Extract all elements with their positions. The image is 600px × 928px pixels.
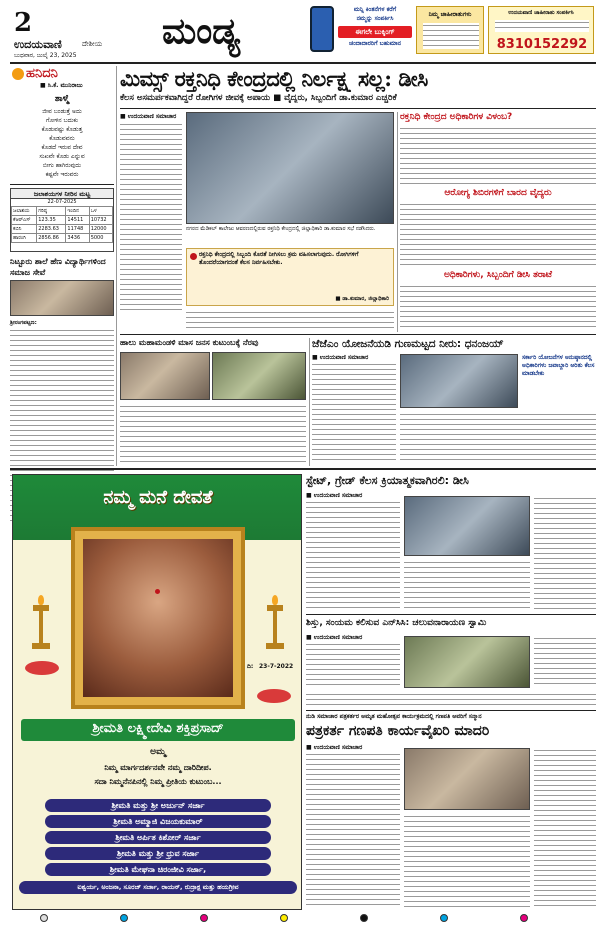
registration-mark-icon <box>360 914 368 922</box>
flower-icon-right <box>257 689 291 703</box>
memorial-date-prefix: ದಿ: <box>247 663 254 670</box>
poem-line: ಕೊಡುವವನು <box>49 135 75 142</box>
quote-marker-icon <box>190 253 197 260</box>
journalist-byline: ■ ಉದಯವಾಣಿ ಸಮಾಚಾರ <box>306 744 363 751</box>
memorial-family-name: ಶ್ರೀಮತಿ ಮತ್ತು ಶ್ರೀ ಧ್ರುವ ಸರ್ಜಾ <box>45 847 271 860</box>
memorial-family-name: ಶ್ರೀಮತಿ ಅರ್ಪಿತ ಕಿಶೋರ್ ಸರ್ಜಾ <box>45 831 271 844</box>
lead-subhead: ಕೆಲಸ ಅಸಮರ್ಪಕವಾಗಿದ್ದರೆ ರೋಗಿಗಳ ಜೀವಕ್ಕೆ ಅಪಾಯ ■ ವೈದ್ಯರು, ಸಿಬ್ಬಂದಿಗೆ ಡಾ.ಕುಮಾರ ಎಚ್ಚರಿಕೆ <box>120 93 397 103</box>
portrait-photo <box>83 539 233 697</box>
lead-byline: ■ ಉದಯವಾಣಿ ಸಮಾಚಾರ <box>120 113 177 120</box>
masthead <box>0 0 600 62</box>
lead-quote-box <box>186 248 394 306</box>
journalist-body-2 <box>404 814 530 908</box>
sidebar-story-headline: ನಿಟ್ಟೂರು ಶಾಲೆ ಹೆಣ ವಿದ್ಯಾರ್ಥಿಗಳಿಂದ ಸಮಾಜ ಸೇವೆ <box>10 257 106 277</box>
registration-mark-icon <box>520 914 528 922</box>
registration-mark-icon <box>40 914 48 922</box>
memorial-family-name: ಶ್ರೀಮತಿ ಮೇಘನಾ ಚಿರಂಜೀವಿ ಸರ್ಜಾ, <box>45 863 271 876</box>
edition-tag: ದೇಶೀಯ <box>82 40 103 48</box>
journalist-headline: ಪತ್ರಕರ್ತ ಗಣಪತಿ ಕಾರ್ಯವೈಖರಿ ಮಾದರಿ <box>306 723 490 739</box>
memorial-date: 23-7-2022 <box>259 663 294 670</box>
table-header-cell: ಗರಿಷ್ಠ <box>37 207 66 216</box>
lead-photo <box>186 112 394 224</box>
lamp-icon-left <box>29 595 53 655</box>
table-header-cell: ಒಳ <box>89 207 112 216</box>
tower-headline: ಸ್ಟೇಟ್, ಗ್ರೇಡ್ ಕೆಲಸ ಕ್ರಿಯಾತ್ಮಕವಾಗಿರಲಿ: ಡೀಸಿ <box>306 474 469 487</box>
table-cell: 10732 <box>89 216 112 225</box>
table-cell: ಕಬಿನಿ <box>12 225 37 234</box>
section-title: ಮಂಡ್ಯ <box>162 10 241 52</box>
memorial-ad <box>12 474 302 910</box>
ad-small-text: ಉದಯವಾಣಿ ಜಾಹೀರಾತು ಸಂಪರ್ಕಿಸಿ <box>508 10 574 16</box>
tower-byline: ■ ಉದಯವಾಣಿ ಸಮಾಚಾರ <box>306 492 363 499</box>
portrait-frame <box>71 527 245 709</box>
table-header-cell: ಇಂದಿನ <box>66 207 89 216</box>
poem-line: ಬೀಗು ಹಾಗಿರುವುದು <box>42 162 82 169</box>
memorial-family-name: ಐಶ್ವರ್ಯ, ಅಂಜನಾ, ಸೂರಜ್ ಸರ್ಜಾ, ರಾಯನ್, ರುದ್ರಾಕ್ಷ ಮತ್ತು ಹಯಗ್ರೀವ <box>19 881 297 894</box>
table-header-row <box>12 207 113 216</box>
table-grid <box>11 206 113 243</box>
lead-column-2 <box>186 310 394 330</box>
ad-line-2: ನಮ್ಮನ್ನು ಸಂಪರ್ಕಿಸಿ <box>356 15 394 22</box>
table-cell: 14511 <box>66 216 89 225</box>
sidebar-logo: ಹನಿದನಿ <box>26 66 58 81</box>
table-row <box>12 234 113 243</box>
registration-mark-icon <box>280 914 288 922</box>
ad-box-b <box>488 6 594 54</box>
mid-story-photo-1 <box>120 352 210 400</box>
ncc-headline: ಶಿಸ್ತು, ಸಂಯಮ ಕಲಿಸುವ ಎನ್‌ಸಿಸಿ: ಚಲುವನಾರಾಯಣ ಸ್ವಾಮಿ <box>306 618 487 628</box>
bindi-icon <box>155 589 160 594</box>
ad-box-a-text: ನಿಮ್ಮ ಜಾಹೀರಾತುಗಳು <box>428 11 472 18</box>
lead-side-head-1: ರಕ್ತನಿಧಿ ಕೇಂದ್ರದ ಅಧಿಕಾರಿಗಳ ವಿಳಂಬ? <box>400 112 513 122</box>
journalist-body-1 <box>306 752 400 908</box>
jjm-headline: ಜೆಜೆಎಂ ಯೋಜನೆಯಡಿ ಗುಣಮಟ್ಟದ ನೀರು: ಧನಂಜಯ್ <box>312 338 504 350</box>
table-row <box>12 225 113 234</box>
memorial-relation: ಅಮ್ಮ <box>150 747 166 757</box>
poem-line: ಕಷ್ಟವೇ ಇರುವರು <box>45 171 79 178</box>
registration-mark-icon <box>440 914 448 922</box>
ncc-body-2 <box>534 636 596 688</box>
journalist-kicker: ನುಡಿ ಸಮಾಚಾರ ಪತ್ರಕರ್ತರ ಅಮೃತ ಮಹೋತ್ಸವ ಕಾರ್ಯಕ್ರಮದಲ್ಲಿ ಗಣಪತಿ ಅವರಿಗೆ ಸನ್ಮಾನ <box>306 713 482 720</box>
table-cell: 123.35 <box>37 216 66 225</box>
lead-quote: ರಕ್ತನಿಧಿ ಕೇಂದ್ರದಲ್ಲಿ ಸಿಬ್ಬಂದಿ ಕೊರತೆ ನೀಗಿಸಲು ಕ್ರಮ ವಹಿಸಲಾಗುವುದು. ರೋಗಿಗಳಿಗೆ ತೊಂದರೆಯಾಗದಂತೆ ಕೆಲಸ ನಿರ್ವಹಿಸಬೇಕು. <box>199 251 359 266</box>
table-cell: 11748 <box>66 225 89 234</box>
mid-story-headline: ಹಾಲು ಮಹಾಮಂಡಳಿ ಮಾಸ ಜನಸ ಕುಟುಂಬಕ್ಕೆ ನೆರವು <box>120 338 259 347</box>
ncc-photo <box>404 636 530 688</box>
lead-quote-by: ■ ಡಾ.ಕುಮಾರ, ಜಿಲ್ಲಾಧಿಕಾರಿ <box>335 296 389 302</box>
reservoir-table <box>10 188 114 252</box>
lead-side-body-3 <box>400 284 596 330</box>
tower-body-3 <box>534 496 596 610</box>
table-title: ಜಲಾಶಯಗಳ ನೀರಿನ ಮಟ್ಟ <box>11 189 113 199</box>
registration-mark-icon <box>120 914 128 922</box>
mid-story-photo-2 <box>212 352 306 400</box>
sidebar-logo-byline: ■ ಸಿ.ಕೆ. ಮುನಿರಾಜು <box>40 82 83 89</box>
lead-side-head-2: ಆರೋಗ್ಯ ಶಿಬಿರಗಳಿಗೆ ಬಾರದ ವೈದ್ಯರು <box>444 188 552 198</box>
tower-photo <box>404 496 530 556</box>
lamp-icon-right <box>263 595 287 655</box>
lead-side-body-2 <box>400 202 596 266</box>
ad-box-a <box>416 6 484 54</box>
lead-photo-caption: ನಗರದ ಮೆಡಿಕಲ್ ಕಾಲೇಜು ಆವರಣದಲ್ಲಿರುವ ರಕ್ತನಿಧಿ ಕೇಂದ್ರದಲ್ಲಿ ಜಿಲ್ಲಾಧಿಕಾರಿ ಡಾ.ಕುಮಾರ ಸಭೆ ನಡೆಸಿದರು. <box>186 226 376 232</box>
poem-line: ಗೋಳಿನ ಬದುಕು <box>45 117 78 124</box>
date-line: ಬುಧವಾರ, ಜುಲೈ 23, 2025 <box>14 52 77 59</box>
table-row <box>12 216 113 225</box>
ncc-body-3 <box>306 692 596 706</box>
sidebar <box>10 66 114 466</box>
paper-name: ಉದಯವಾಣಿ <box>14 38 62 51</box>
table-cell: 2283.63 <box>37 225 66 234</box>
school-photo <box>10 280 114 316</box>
registration-mark-icon <box>200 914 208 922</box>
top-ad <box>308 4 596 58</box>
table-cell: ಕೆಆರ್‌ಎಸ್ <box>12 216 37 225</box>
ncc-body-1 <box>306 642 400 686</box>
table-cell: 3436 <box>66 234 89 243</box>
tower-body-1 <box>306 500 400 610</box>
poem-title: ತಾಳ್ಮೆ <box>54 94 70 104</box>
jjm-body-2 <box>400 412 596 464</box>
poem-line: ಸುಖವೇ ಕೊಡು ಎನ್ನುವ <box>39 153 85 160</box>
jjm-pull-quote: ಸರ್ಕಾರಿ ಯೋಜನೆಗಳ ಅನುಷ್ಠಾನದಲ್ಲಿ ಅಧಿಕಾರಿಗಳು ಜವಾಬ್ದಾರಿ ಅರಿತು ಕೆಲಸ ಮಾಡಬೇಕು <box>522 354 595 377</box>
journalist-body-3 <box>534 748 596 908</box>
sidebar-story-lead: ಶ್ರೀರಂಗಪಟ್ಟಣ: <box>10 320 37 326</box>
flower-icon-left <box>25 661 59 675</box>
table-cell: 12000 <box>89 225 112 234</box>
jjm-photo <box>400 354 518 408</box>
lead-headline: ಮಿಮ್ಸ್ ರಕ್ತನಿಧಿ ಕೇಂದ್ರದಲ್ಲಿ ನಿರ್ಲಕ್ಷ್ಯ ಸಲ್ಲ: ಡೀಸಿ <box>120 66 428 91</box>
table-date: 22-07-2025 <box>47 199 77 205</box>
jjm-byline: ■ ಉದಯವಾಣಿ ಸಮಾಚಾರ <box>312 354 369 361</box>
journalist-photo <box>404 748 530 810</box>
table-cell: 5000 <box>89 234 112 243</box>
ncc-byline: ■ ಉದಯವಾಣಿ ಸಮಾಚಾರ <box>306 634 363 641</box>
table-header-cell: ಜಲಾಶಯ <box>12 207 37 216</box>
poem-line: ಕೊಡದೆ ಇರುವ ದೇವ <box>41 144 83 151</box>
phone-icon <box>310 6 334 52</box>
ad-phone-number: 8310152292 <box>496 37 588 52</box>
memorial-family-name: ಶ್ರೀಮತಿ ಅಮ್ಮಾಜಿ ವಿಜಯಕುಮಾರ್ <box>45 815 271 828</box>
logo-icon <box>12 68 24 80</box>
lead-column-1 <box>120 122 182 312</box>
lead-side-head-3: ಅಧಿಕಾರಿಗಳು, ಸಿಬ್ಬಂದಿಗೆ ಡೀಸಿ ತರಾಟೆ <box>443 270 553 280</box>
memorial-tagline-1: ನಿಮ್ಮ ಮಾರ್ಗದರ್ಶನವೇ ನಮ್ಮ ದಾರಿದೀಪ. <box>104 763 212 772</box>
ad-banner: ಈಗಲೇ ಬುಕ್ಕಿಂಗ್ <box>338 26 412 38</box>
ad-line-1: ಮನ್ನಿ ಕಿಂತನೆಗಳ ಕರೆಗೆ <box>353 6 397 13</box>
table-cell: ಹಾರಂಗಿ <box>12 234 37 243</box>
lead-side-body-1 <box>400 126 596 184</box>
memorial-name: ಶ್ರೀಮತಿ ಲಕ್ಷ್ಮೀದೇವಿ ಶಕ್ತಿಪ್ರಸಾದ್ <box>92 721 224 736</box>
poem-block <box>10 107 114 179</box>
memorial-tagline-2: ಸದಾ ನಿಮ್ಮನೆನಪಿನಲ್ಲಿ ನಿಮ್ಮ ಪ್ರೀತಿಯ ಕುಟುಂಬ... <box>94 777 222 786</box>
memorial-title: ನಮ್ಮ ಮನೆ ದೇವತೆ <box>103 487 213 508</box>
table-cell: 2856.86 <box>37 234 66 243</box>
poem-line: ಜೀವ ಬಂಡುತ್ತೆ ಅದು <box>42 108 82 115</box>
jjm-body-1 <box>312 362 396 464</box>
poem-line: ಕೊಡುವಷ್ಟು ಕೊಡುತ್ತ <box>41 126 83 133</box>
ad-banner-2: ಚಂದಾದಾರರಿಗೆ ಬಹುಮಾನ <box>349 40 401 47</box>
page-number: 2 <box>14 8 33 38</box>
mid-story-body <box>120 404 306 464</box>
tower-body-2 <box>404 560 530 610</box>
memorial-family-name: ಶ್ರೀಮತಿ ಮತ್ತು ಶ್ರೀ ಅರ್ಜುನ್ ಸರ್ಜಾ <box>45 799 271 812</box>
